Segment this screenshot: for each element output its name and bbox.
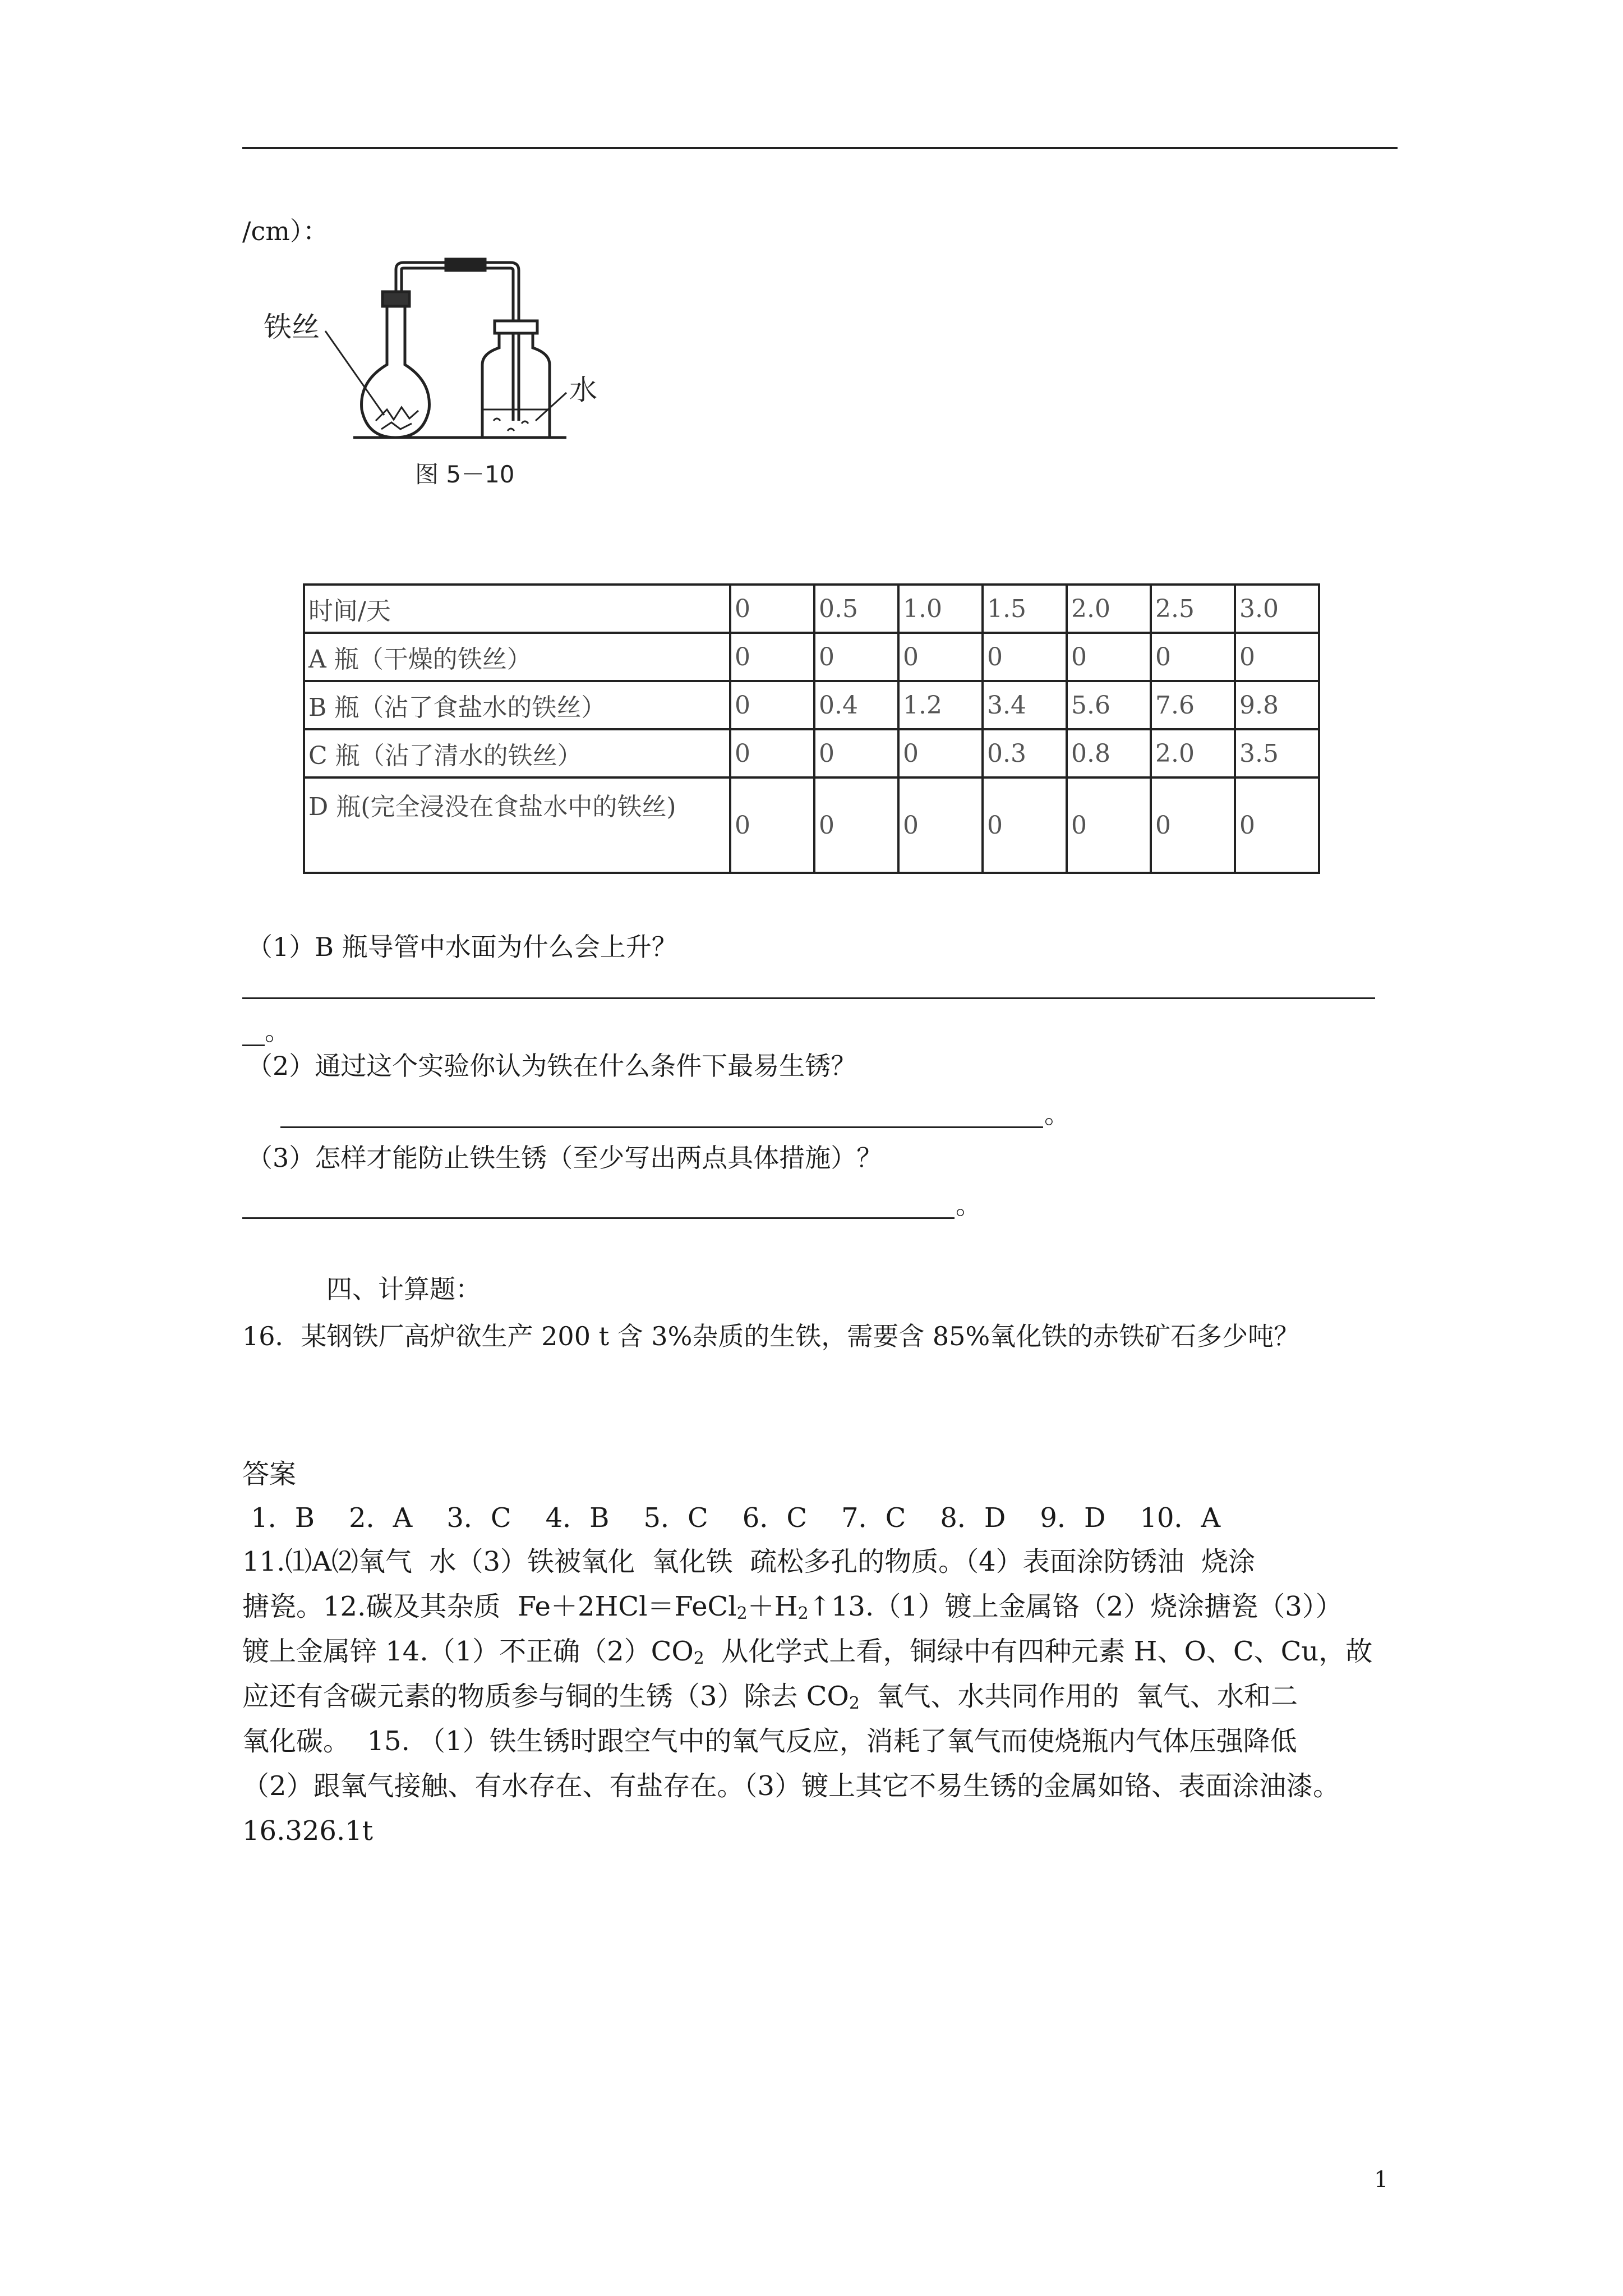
question-1: （1）B 瓶导管中水面为什么会上升？	[247, 932, 677, 962]
answers-line-2: 11.⑴A⑵氧气 水（3）铁被氧化 氧化铁 疏松多孔的物质。（4）表面涂防锈油 烧涂	[242, 1546, 1256, 1577]
answers-line-4-part-a: 镀上金属锌 14.（1）不正确（2）CO	[242, 1636, 694, 1667]
answers-title: 答案	[242, 1458, 297, 1490]
header-cell: 1.0	[898, 585, 983, 633]
header-cell: 2.5	[1151, 585, 1235, 633]
answer-blank-1-cont	[242, 1045, 265, 1046]
answers-line-3-part-a: 搪瓷。12.碳及其杂质 Fe＋2HCl＝FeCl	[242, 1591, 737, 1622]
label-iron-wire: 铁丝	[264, 311, 320, 343]
answers-line-7: （2）跟氧气接触、有水存在、有盐存在。（3）镀上其它不易生锈的金属如铬、表面涂油漆。	[242, 1770, 1340, 1802]
question-3-end: 。	[956, 1190, 981, 1220]
cell: 0	[1151, 777, 1235, 873]
cell: 0	[730, 777, 814, 873]
cell: 0	[1151, 633, 1235, 681]
cell: 0	[1067, 633, 1151, 681]
answers-line-5-part-a: 应还有含碳元素的物质参与铜的生锈（3）除去 CO	[242, 1681, 849, 1712]
cell: 3.5	[1235, 729, 1319, 777]
unit-line: /cm）：	[242, 216, 329, 246]
cell: 0	[983, 633, 1067, 681]
answers-line-5-part-b: 氧气、水共同作用的 氧气、水和二	[859, 1681, 1298, 1712]
subscript: 2	[693, 1649, 704, 1668]
cell: 0	[983, 777, 1067, 873]
subscript: 2	[736, 1604, 748, 1623]
table-header-row	[304, 585, 1319, 633]
question-2-end: 。	[1044, 1099, 1070, 1129]
table-row-c	[304, 729, 1319, 777]
cell: 0	[1235, 777, 1319, 873]
cell: 0	[814, 729, 898, 777]
answer-blank-2	[280, 1126, 1043, 1128]
answers-line-3-part-b: ＋H	[747, 1591, 798, 1622]
header-cell: 0.5	[814, 585, 898, 633]
header-cell: 3.0	[1235, 585, 1319, 633]
header-cell: 1.5	[983, 585, 1067, 633]
iron-wire	[376, 407, 418, 429]
row-label: A 瓶（干燥的铁丝）	[304, 633, 730, 681]
answers-line-4-part-b: 从化学式上看，铜绿中有四种元素 H、O、C、Cu，故	[704, 1636, 1373, 1667]
header-label: 时间/天	[304, 585, 730, 633]
question-1-end: 。	[265, 1016, 291, 1046]
label-water: 水	[569, 374, 597, 406]
row-label: B 瓶（沾了食盐水的铁丝）	[304, 681, 730, 729]
cell: 0	[898, 777, 983, 873]
subscript: 2	[849, 1694, 860, 1713]
cell: 9.8	[1235, 681, 1319, 729]
cell: 0.8	[1067, 729, 1151, 777]
figure-caption: 图 5－10	[415, 461, 515, 488]
cell: 0	[814, 777, 898, 873]
table-row-d	[304, 777, 1319, 873]
answers-line-6: 氧化碳。 15. （1）铁生锈时跟空气中的氧气反应，消耗了氧气而使烧瓶内气体压强降低	[242, 1726, 1297, 1757]
answer-blank-1	[242, 997, 1375, 999]
section-4-title: 四、计算题：	[326, 1274, 481, 1304]
header-cell: 0	[730, 585, 814, 633]
table-row-a	[304, 633, 1319, 681]
cell: 2.0	[1151, 729, 1235, 777]
cell: 1.2	[898, 681, 983, 729]
cell: 0.3	[983, 729, 1067, 777]
apparatus-figure	[252, 252, 611, 488]
page-number: 1	[1374, 2167, 1389, 2193]
cell: 0	[730, 633, 814, 681]
rubber-connector	[446, 259, 485, 270]
cell: 0	[1235, 633, 1319, 681]
header-rule	[242, 147, 1398, 149]
cell: 0	[730, 681, 814, 729]
cell: 0	[1067, 777, 1151, 873]
bottle	[482, 331, 550, 438]
cell: 0.4	[814, 681, 898, 729]
cell: 3.4	[983, 681, 1067, 729]
cell: 0	[898, 729, 983, 777]
subscript: 2	[797, 1604, 809, 1623]
answers-line-1: 1．B 2．A 3．C 4．B 5．C 6．C 7．C 8．D 9．D 10．A	[242, 1502, 1221, 1534]
answers-line-8: 16.326.1t	[242, 1815, 374, 1847]
question-2: （2）通过这个实验你认为铁在什么条件下最易生锈？	[247, 1051, 857, 1081]
header-cell: 2.0	[1067, 585, 1151, 633]
cell: 7.6	[1151, 681, 1235, 729]
cell: 5.6	[1067, 681, 1151, 729]
answers-line-3-part-c: ↑13.（1）镀上金属铬（2）烧涂搪瓷（3））	[808, 1591, 1343, 1622]
answer-blank-3	[242, 1217, 955, 1219]
cell: 0	[898, 633, 983, 681]
question-3: （3）怎样才能防止铁生锈（至少写出两点具体措施）？	[247, 1143, 883, 1173]
row-label: D 瓶(完全浸没在食盐水中的铁丝)	[304, 777, 730, 873]
table-row-b	[304, 681, 1319, 729]
question-16: 16．某钢铁厂高炉欲生产 200 t 含 3%杂质的生铁，需要含 85%氧化铁的赤铁矿石多少吨？	[242, 1321, 1300, 1351]
cell: 0	[814, 633, 898, 681]
cell: 0	[730, 729, 814, 777]
stopper	[382, 292, 409, 306]
rust-data-table	[303, 583, 1320, 874]
row-label: C 瓶（沾了清水的铁丝）	[304, 729, 730, 777]
